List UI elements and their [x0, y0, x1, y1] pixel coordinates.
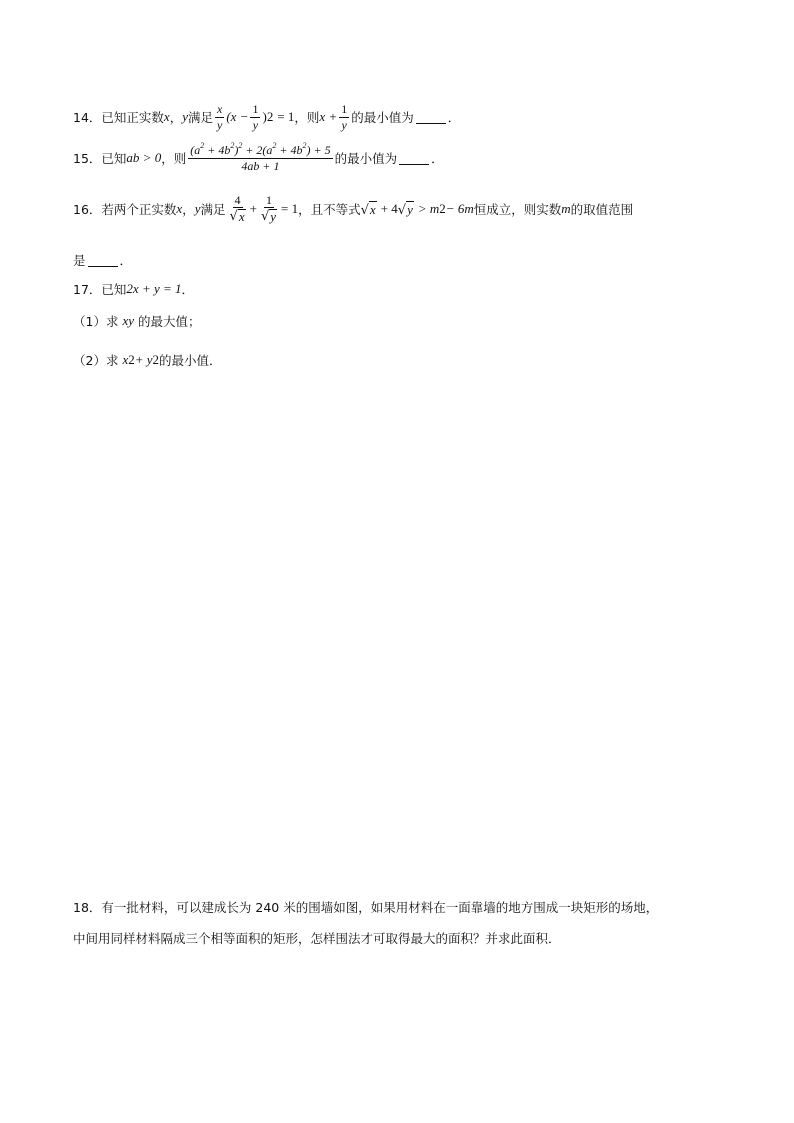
- question-number: 16．: [73, 202, 102, 217]
- fraction-1-over-y: $\frac{1}{y}$: [252, 101, 259, 132]
- answer-blank[interactable]: [399, 152, 429, 165]
- question-16: 16． 若两个正实数 x ， y 满足 4 √ x + 1 √ y = 1 ，且不等式 √ x + 4 √ y > m 2 − 6m 恒成立，则实数 m 的取值范围: [73, 192, 634, 225]
- question-number: 18．: [73, 900, 102, 915]
- sqrt-y: √ y: [397, 201, 413, 218]
- question-16-continued: 是 ．: [73, 253, 133, 268]
- answer-blank[interactable]: [88, 254, 118, 267]
- question-number: 15．: [73, 151, 102, 166]
- question-15: 15． 已知 ab > 0 ，则 $\frac{(a^2 + 4b^2)^2 + 2(a^2 + 4b^2) + 5}{4ab + 1}$ 的最小值为 ．: [73, 140, 444, 173]
- question-number: 17．: [73, 282, 102, 297]
- question-18-continued: 中间用同样材料隔成三个相等面积的矩形，怎样围法才可取得最大的面积？并求此面积．: [73, 931, 561, 946]
- fraction-1-over-y-2: $\frac{1}{y}$: [341, 101, 348, 132]
- question-18: 18． 有一批材料，可以建成长为 240 米的围墙如图，如果用材料在一面靠墙的地方围成一块矩形的场地，: [73, 900, 659, 915]
- question-17-part-2: （2）求 x 2 + y 2 的最小值．: [73, 352, 222, 368]
- big-fraction: $\frac{(a^2 + 4b^2)^2 + 2(a^2 + 4b^2) + 5}{4ab + 1}$: [190, 140, 331, 173]
- question-17: 17． 已知 2x + y = 1 ．: [73, 281, 195, 297]
- fraction-x-over-y: $\frac{x}{y}$: [217, 101, 223, 132]
- question-number: 14．: [73, 110, 102, 125]
- answer-blank[interactable]: [416, 111, 446, 124]
- fraction-1-over-sqrt-y: 1 √ y: [260, 192, 277, 225]
- question-14: 14． 已知正实数 x ， y 满足 $\frac{x}{y}$ (x − $\frac{1}{y}$ ) 2 = 1 ，则 x + $\frac{1}{y}$ 的最小值为 ．: [73, 101, 461, 132]
- question-17-part-1: （1）求 xy 的最大值；: [73, 313, 201, 329]
- fraction-4-over-sqrt-x: 4 √ x: [229, 192, 245, 225]
- sqrt-x: √ x: [360, 201, 376, 218]
